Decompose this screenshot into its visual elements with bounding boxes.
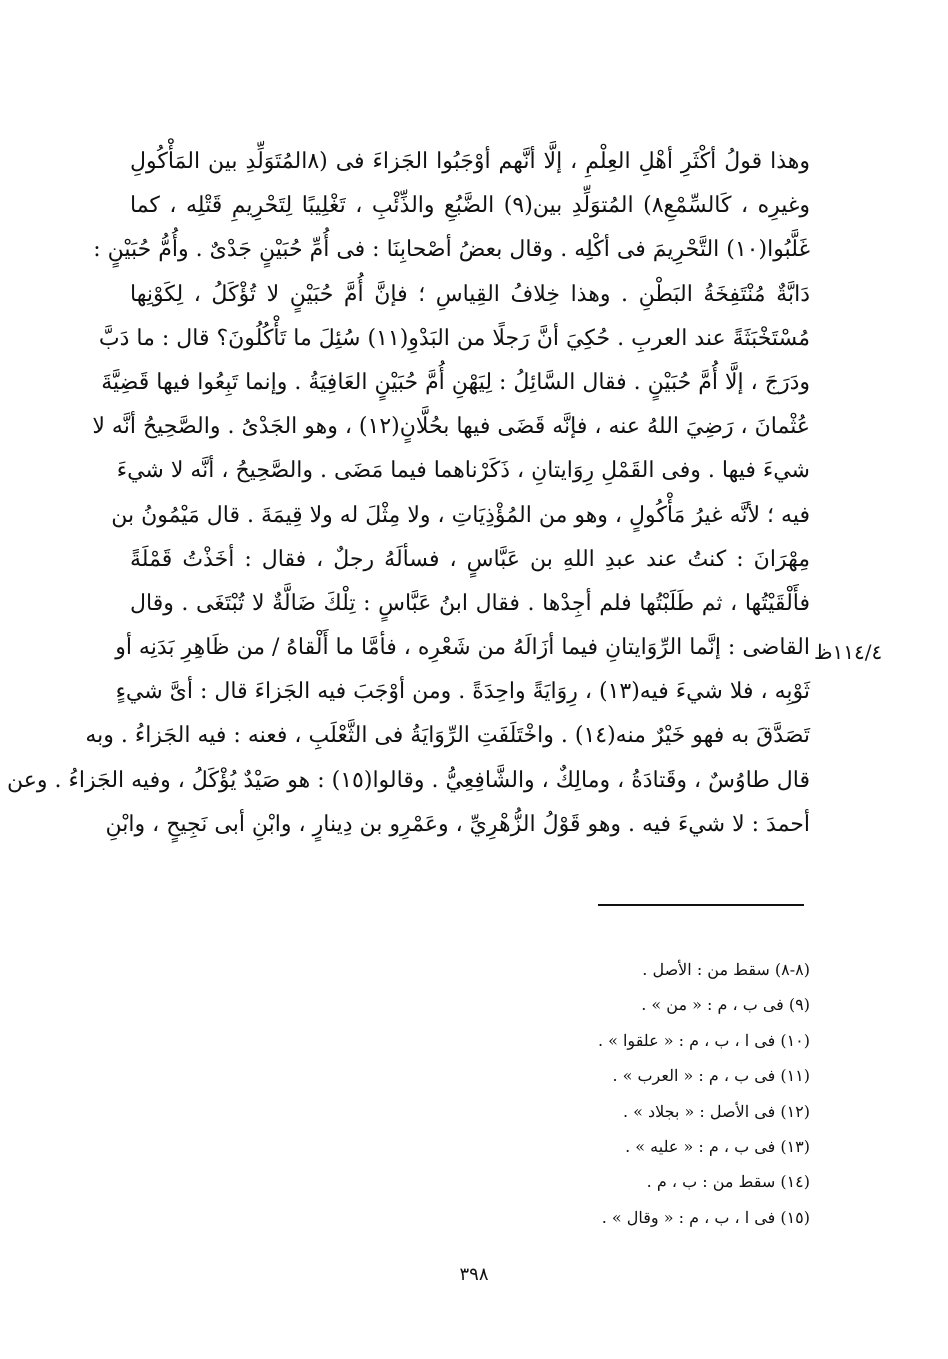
text-line: عُثْمانَ ، رَضِيَ اللهُ عنه ، فإنَّه قَضَى فيها بحُلَّانٍ(١٢) ، وهو الجَدْىُ . والصَّحِيحُ أنَّه لا xyxy=(92,414,810,440)
main-text xyxy=(7,140,810,847)
footnote-divider xyxy=(598,904,804,906)
text-line: القاضى : إنَّما الرِّوَايتانِ فيما أزَالَهُ من شَعْرِه ، فأمَّا ما أَلْقاهُ / من ظَاهِرِ بَدَنِه أو xyxy=(115,635,810,661)
footnote: (١١) فى ب ، م : « العرب » . xyxy=(612,1066,810,1086)
footnote: (٨-٨) سقط من : الأصل . xyxy=(642,960,810,979)
text-line: قال طاوُسٌ ، وقَتادَةُ ، ومالِكٌ ، والشَّافِعِيُّ . وقالوا(١٥) : هو صَيْدٌ يُؤْكَلُ ، وفيه الجَزاءُ . وعن xyxy=(7,767,810,793)
text-line: ودَرَجَ ، إلَّا أُمَّ حُبَيْنٍ . فقال السَّائِلُ : لِيَهْنِ أُمَّ حُبَيْنٍ العَافِيَةُ . وإنما تَبِعُوا فيها قَضِيَّةَ xyxy=(101,369,810,395)
text-line: أحمدَ : لا شيءَ فيه . وهو قَوْلُ الزُّهْرِيِّ ، وعَمْرِو بن دِينارٍ ، وابْنِ أبى نَجِيحٍ ، وابْنِ xyxy=(105,811,810,837)
text-line: تَصَدَّقَ به فهو خَيْرٌ منه(١٤) . واخْتَلَفَتِ الرِّوَايَةُ فى الثَّعْلَبِ ، فعنه : فيه الجَزاءُ . وبه xyxy=(85,723,810,749)
footnote: (١٥) فى ا ، ب ، م : « وقال » . xyxy=(601,1207,810,1227)
footnote: (١٣) فى ب ، م : « عليه » . xyxy=(625,1136,810,1156)
text-line: وهذا قولُ أكْثَرِ أهْلِ العِلْمِ ، إلَّا أنَّهم أوْجَبُوا الجَزاءَ فى (٨المُتَوَلِّدِ بين المَأْكُولِ xyxy=(130,149,810,174)
text-line: فأَلْقَيْتُها ، ثم طَلَبْتُها فلم أجِدْها . فقال ابنُ عَبَّاسٍ : تِلْكَ ضَالَّةٌ لا تُبْتَغَى . وقال xyxy=(130,590,810,616)
footnotes xyxy=(420,952,810,1235)
text-line: دَابَّةٌ مُنْتَفِخَةُ البَطْنِ . وهذا خِلافُ القِياسِ ؛ فإنَّ أُمَّ حُبَيْنٍ لا تُؤْكَلُ ، لِكَوْنِها xyxy=(130,281,810,307)
text-line: ثَوْبِه ، فلا شيءَ فيه(١٣) ، رِوَايَةً واحِدَةً . ومن أوْجَبَ فيه الجَزاءَ قال : أىَّ شيءٍ xyxy=(115,679,810,705)
margin-folio-note: ١١٤/٤ظ xyxy=(814,640,883,664)
text-line: فيه ؛ لأنَّه غيرُ مَأْكُولٍ ، وهو من المُؤْذِيَاتِ ، ولا مِثْلَ له ولا قِيمَةَ . قال مَيْمُونُ بن xyxy=(111,502,810,528)
text-line: شيءَ فيها . وفى القَمْلِ رِوَايتانِ ، ذَكَرْناهما فيما مَضَى . والصَّحِيحُ ، أنَّه لا شيءَ xyxy=(116,458,810,484)
footnote: (١٢) فى الأصل : « بجلاد » . xyxy=(622,1101,810,1121)
footnote: (٩) فى ب ، م : « من » . xyxy=(641,995,810,1015)
page-number: ٣٩٨ xyxy=(459,1264,489,1285)
text-line: غَلَّبُوا(١٠) التَّحْرِيمَ فى أكْلِه . وقال بعضُ أصْحابِنَا : فى أُمِّ حُبَيْنٍ جَدْىٌ . وأُمُّ حُبَيْنٍ : xyxy=(93,237,810,263)
text-line: مِهْرَانَ : كنتُ عند عبدِ اللهِ بن عَبَّاسٍ ، فسألَهُ رجلٌ ، فقال : أخَذْتُ قَمْلَةً xyxy=(130,546,810,572)
text-line: مُسْتَخْبَثَةً عند العربِ . حُكِيَ أنَّ رَجلًا من البَدْوِ(١١) سُئِلَ ما تَأْكُلُونَ؟ قال : ما دَبَّ xyxy=(98,325,810,351)
text-line: وغيرِه ، كَالسِّمْعِ٨) المُتوَلِّدِ بين(٩) الضَّبُعِ والذِّئْبِ ، تَغْلِيبًا لِتَحْرِيمِ قَتْلِه ، كما xyxy=(130,193,810,219)
footnote: (١٤) سقط من : ب ، م . xyxy=(646,1172,810,1192)
footnote: (١٠) فى ا ، ب ، م : « علقوا » . xyxy=(597,1030,810,1050)
